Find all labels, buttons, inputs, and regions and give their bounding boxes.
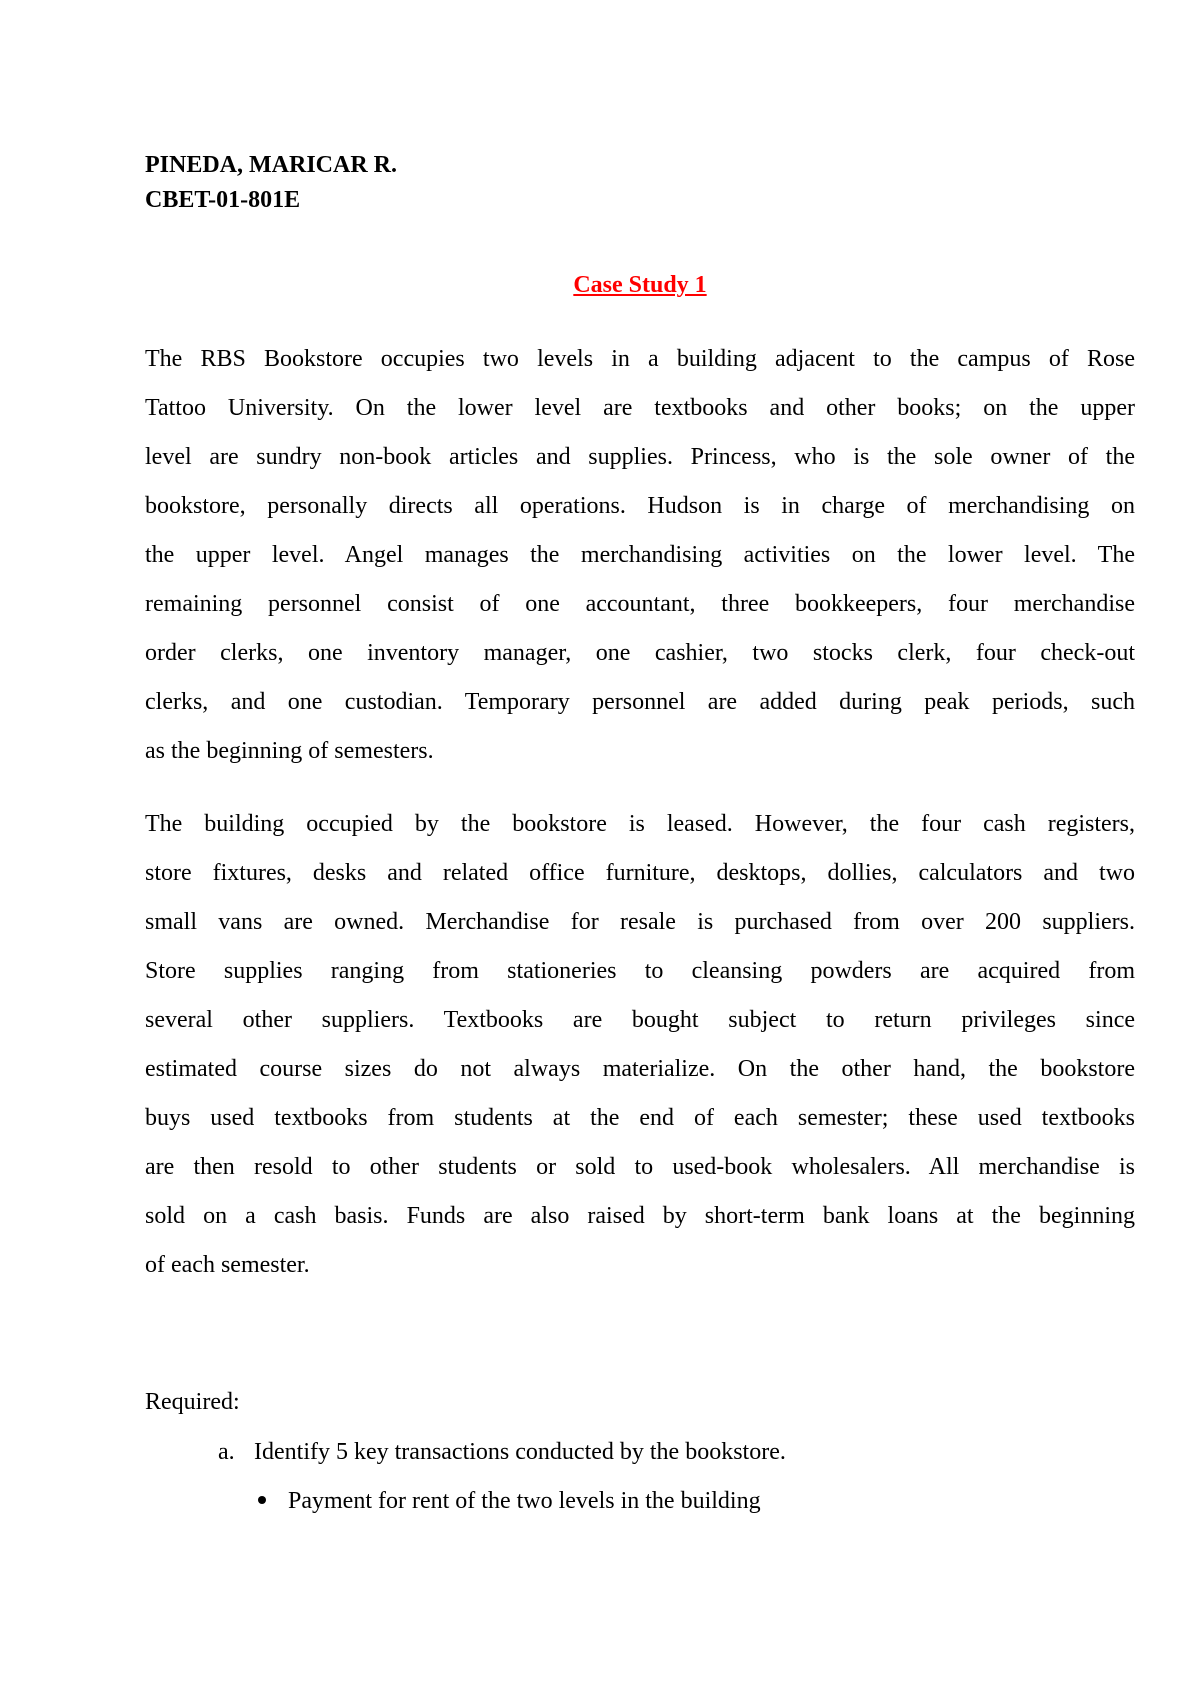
list-item-text: Identify 5 key transactions conducted by the bookstore. (254, 1439, 786, 1465)
paragraph-2-line: store fixtures, desks and related office furniture, desktops, dollies, calculators and two (145, 860, 1135, 886)
paragraph-1 (145, 335, 1135, 776)
paragraph-2 (145, 800, 1135, 1290)
paragraph-2-line: small vans are owned. Merchandise for resale is purchased from over 200 suppliers. (145, 909, 1135, 935)
student-name: PINEDA, MARICAR R. (145, 152, 397, 178)
case-study-title: Case Study 1 (573, 272, 707, 298)
paragraph-1-line: order clerks, one inventory manager, one cashier, two stocks clerk, four check-out (145, 640, 1135, 666)
paragraph-1-line: the upper level. Angel manages the merchandising activities on the lower level. The (145, 542, 1135, 568)
bullet-icon (258, 1496, 266, 1504)
paragraph-2-line: sold on a cash basis. Funds are also raised by short-term bank loans at the beginning (145, 1203, 1135, 1229)
bullet-item (258, 1486, 761, 1516)
paragraph-1-line: clerks, and one custodian. Temporary personnel are added during peak periods, such (145, 689, 1135, 715)
paragraph-2-line: Store supplies ranging from stationeries to cleansing powders are acquired from (145, 958, 1135, 984)
paragraph-1-line: as the beginning of semesters. (145, 738, 434, 764)
paragraph-2-line: several other suppliers. Textbooks are bought subject to return privileges since (145, 1007, 1135, 1033)
paragraph-1-line: Tattoo University. On the lower level are textbooks and other books; on the upper (145, 395, 1135, 421)
paragraph-1-line: level are sundry non-book articles and supplies. Princess, who is the sole owner of the (145, 444, 1135, 470)
paragraph-1-line: bookstore, personally directs all operations. Hudson is in charge of merchandising on (145, 493, 1135, 519)
paragraph-2-line: are then resold to other students or sold to used-book wholesalers. All merchandise is (145, 1154, 1135, 1180)
paragraph-2-line: buys used textbooks from students at the end of each semester; these used textbooks (145, 1105, 1135, 1131)
list-item-marker: a. (218, 1439, 235, 1465)
list-item-a (218, 1437, 786, 1467)
paragraph-1-line: remaining personnel consist of one accountant, three bookkeepers, four merchandise (145, 591, 1135, 617)
paragraph-1-line: The RBS Bookstore occupies two levels in a building adjacent to the campus of Rose (145, 346, 1135, 372)
paragraph-2-line: The building occupied by the bookstore is leased. However, the four cash registers, (145, 811, 1135, 837)
student-section: CBET-01-801E (145, 187, 301, 213)
bullet-item-text: Payment for rent of the two levels in the building (288, 1488, 761, 1514)
paragraph-2-line: of each semester. (145, 1252, 310, 1278)
required-heading: Required: (145, 1389, 240, 1415)
paragraph-2-line: estimated course sizes do not always materialize. On the other hand, the bookstore (145, 1056, 1135, 1082)
